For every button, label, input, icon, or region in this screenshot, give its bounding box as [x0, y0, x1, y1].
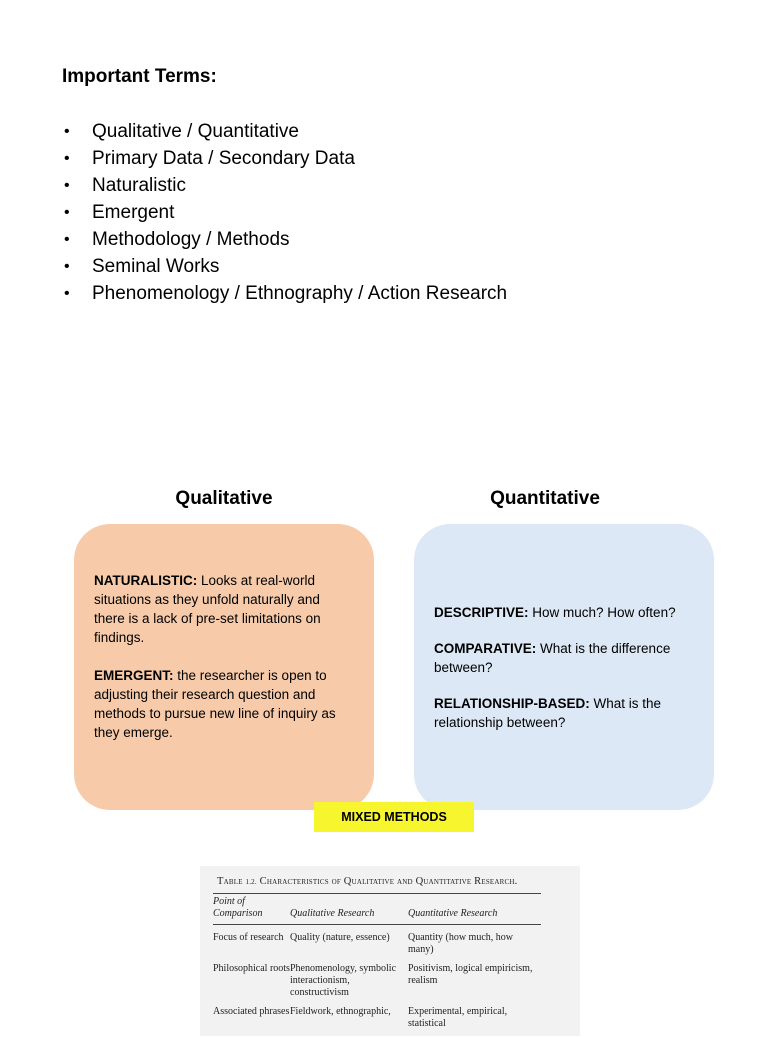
- quantitative-box: [414, 524, 714, 810]
- table-cell: Experimental, empirical, statistical: [408, 1006, 508, 1029]
- quantitative-description: How much? How often?: [528, 605, 676, 620]
- table-header-row: [213, 896, 541, 926]
- table-cell: Quality (nature, essence): [290, 932, 390, 943]
- bullet-icon: •: [64, 231, 70, 248]
- list-item: [62, 145, 507, 172]
- table-cell: Quantity (how much, how many): [408, 932, 513, 955]
- terms-list: [62, 118, 507, 307]
- bullet-icon: •: [64, 123, 70, 140]
- term-label: Qualitative / Quantitative: [92, 121, 299, 142]
- table-cell: Positivism, logical empiricism, realism: [408, 963, 533, 986]
- qualitative-description: Looks at real-world situations as they unfold naturally and there is a lack of pre-set limitations on findings.: [94, 573, 321, 645]
- table-caption-title: Characteristics of Qualitative and Quantitative Research.: [259, 876, 518, 887]
- term-label: Seminal Works: [92, 256, 220, 277]
- table-cell: Phenomenology, symbolic interactionism, constructivism: [290, 963, 397, 998]
- qualitative-description: the researcher is open to adjusting their research question and methods to pursue new line of inquiry as they emerge.: [94, 668, 336, 740]
- characteristics-table-image: [200, 866, 580, 1036]
- qualitative-item: [94, 571, 354, 647]
- term-label: Primary Data / Secondary Data: [92, 148, 355, 169]
- quantitative-item: [434, 694, 694, 732]
- characteristics-table: [213, 896, 541, 1037]
- list-item: [62, 199, 507, 226]
- table-row: [213, 1006, 541, 1037]
- term-label: Methodology / Methods: [92, 229, 290, 250]
- quantitative-heading: Quantitative: [490, 488, 600, 509]
- bullet-icon: •: [64, 258, 70, 275]
- table-caption-number: 1.2.: [245, 878, 257, 886]
- table-cell: Fieldwork, ethnographic,: [290, 1006, 391, 1017]
- quantitative-item: [434, 639, 694, 677]
- quantitative-term: RELATIONSHIP-BASED:: [434, 696, 590, 711]
- qualitative-heading: Qualitative: [175, 488, 273, 509]
- table-header-cell: Quantitative Research: [408, 908, 498, 919]
- quantitative-description: What is the relationship between?: [434, 696, 662, 730]
- quantitative-description: What is the difference between?: [434, 641, 671, 675]
- qualitative-term: NATURALISTIC:: [94, 573, 198, 588]
- list-item: [62, 226, 507, 253]
- table-caption: [217, 876, 517, 887]
- term-label: Emergent: [92, 202, 175, 223]
- mixed-methods-label: MIXED METHODS: [314, 802, 474, 832]
- qualitative-term: EMERGENT:: [94, 668, 174, 683]
- table-cell: Focus of research: [213, 932, 284, 943]
- table-header-rule: [213, 924, 541, 925]
- table-cell: Associated phrases: [213, 1006, 290, 1017]
- terms-title: Important Terms:: [62, 66, 217, 87]
- bullet-icon: •: [64, 204, 70, 221]
- list-item: [62, 172, 507, 199]
- list-item: [62, 280, 507, 307]
- term-label: Phenomenology / Ethnography / Action Research: [92, 283, 508, 304]
- bullet-icon: •: [64, 150, 70, 167]
- table-cell: Philosophical roots: [213, 963, 290, 974]
- quantitative-term: COMPARATIVE:: [434, 641, 537, 656]
- table-header-cell: Qualitative Research: [290, 908, 375, 919]
- list-item: [62, 253, 507, 280]
- bullet-icon: •: [64, 285, 70, 302]
- table-row: [213, 963, 541, 1006]
- term-label: Naturalistic: [92, 175, 186, 196]
- bullet-icon: •: [64, 177, 70, 194]
- table-header-cell: Point of Comparison: [213, 896, 263, 919]
- table-top-rule: [213, 893, 541, 894]
- table-row: [213, 926, 541, 963]
- qualitative-item: [94, 666, 354, 742]
- qualitative-box: [74, 524, 374, 810]
- quantitative-term: DESCRIPTIVE:: [434, 605, 529, 620]
- list-item: [62, 118, 507, 145]
- quantitative-item: [434, 603, 694, 622]
- table-caption-prefix: Table: [217, 876, 243, 887]
